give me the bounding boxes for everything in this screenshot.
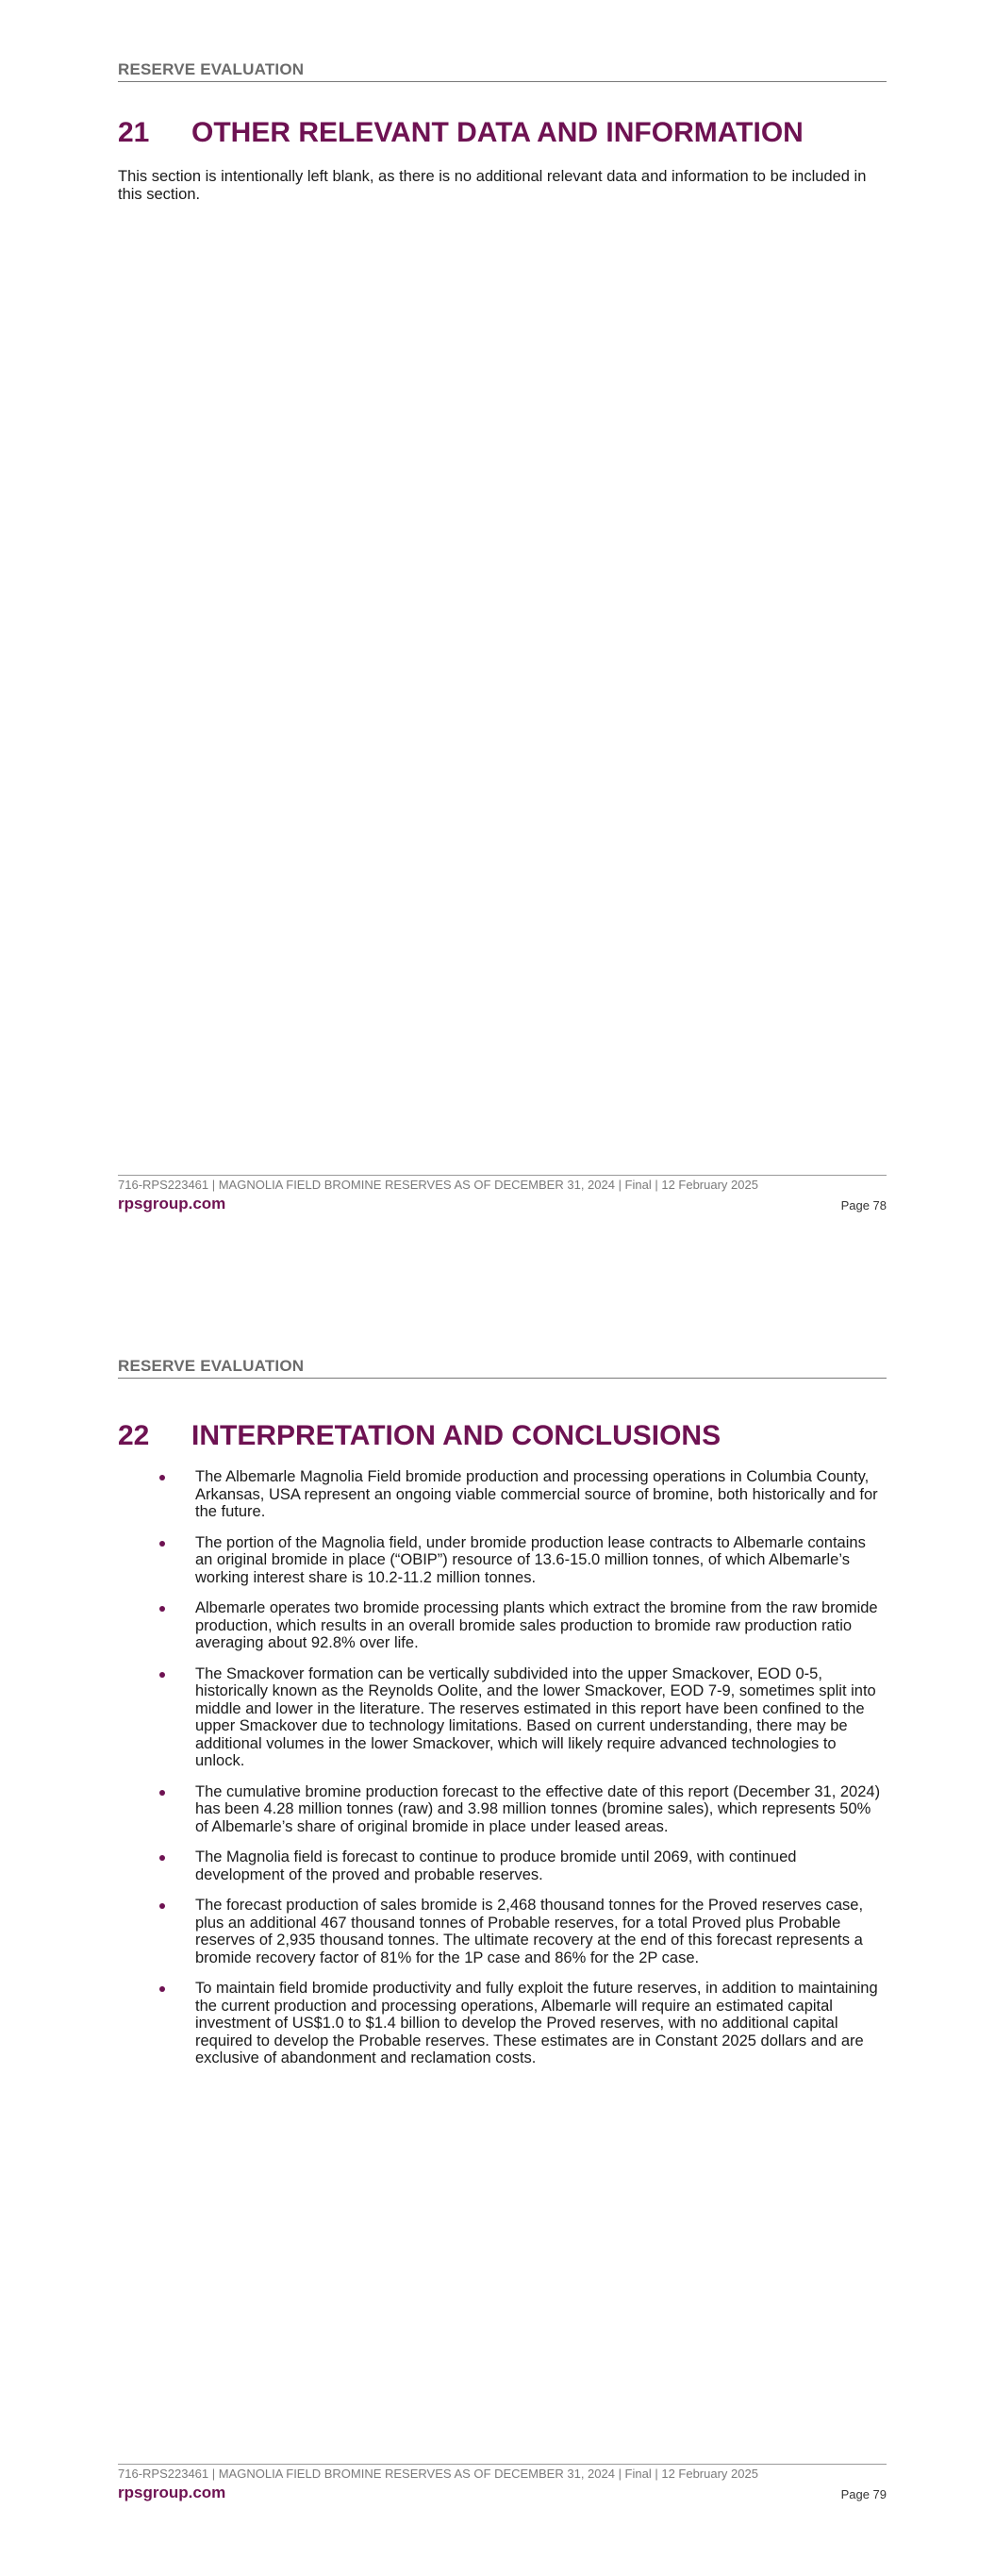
- list-item-text: The cumulative bromine production forecast to the effective date of this report (December 31, 2024) has been 4.28 million tonnes (raw) and 3.98 million tonnes (bromine sales), which represents 50% of Albemarle’s share of original bromide in place under leased areas.: [195, 1782, 881, 1835]
- page-number: Page 79: [840, 2487, 887, 2501]
- list-item: [118, 1897, 887, 1966]
- footer-divider: [118, 2464, 887, 2465]
- footer-site-link[interactable]: rpsgroup.com: [118, 1195, 226, 1213]
- section-heading: [118, 1420, 721, 1452]
- list-item: [118, 1665, 887, 1770]
- bullet-icon: [159, 1855, 165, 1861]
- section-number: 21: [118, 117, 150, 148]
- section-title: OTHER RELEVANT DATA AND INFORMATION: [191, 117, 804, 148]
- running-header: RESERVE EVALUATION: [118, 1357, 887, 1379]
- bullet-icon: [159, 1606, 165, 1612]
- footer-site-link[interactable]: rpsgroup.com: [118, 2484, 226, 2501]
- list-item-text: Albemarle operates two bromide processing plants which extract the bromine from the raw bromide production, which results in an overall bromide sales production to bromide raw production ratio averaging about 92.8% over life.: [195, 1599, 878, 1651]
- page-number: Page 78: [840, 1198, 887, 1213]
- footer-document-reference: 716-RPS223461 | MAGNOLIA FIELD BROMINE RESERVES AS OF DECEMBER 31, 2024 | Final | 12 February 2025: [118, 2467, 758, 2481]
- list-item: [118, 1468, 887, 1521]
- list-item: [118, 1783, 887, 1836]
- section-body-text: This section is intentionally left blank, as there is no additional relevant data and information to be included in this section.: [118, 168, 867, 203]
- section-number: 22: [118, 1420, 150, 1451]
- list-item: [118, 1980, 887, 2067]
- list-item: [118, 1534, 887, 1587]
- footer-document-reference: 716-RPS223461 | MAGNOLIA FIELD BROMINE RESERVES AS OF DECEMBER 31, 2024 | Final | 12 February 2025: [118, 1178, 758, 1192]
- list-item: [118, 1848, 887, 1883]
- footer-divider: [118, 1175, 887, 1176]
- section-title: INTERPRETATION AND CONCLUSIONS: [191, 1420, 721, 1451]
- bullet-icon: [159, 1672, 165, 1678]
- bullet-icon: [159, 1986, 165, 1992]
- list-item-text: The Albemarle Magnolia Field bromide production and processing operations in Columbia County, Arkansas, USA represent an ongoing viable commercial source of bromine, both historically and for the future.: [195, 1468, 878, 1520]
- list-item-text: The portion of the Magnolia field, under bromide production lease contracts to Albemarle contains an original bromide in place (“OBIP”) resource of 13.6-15.0 million tonnes, of which Albemarle’s working interest share is 10.2-11.2 million tonnes.: [195, 1533, 866, 1586]
- conclusions-list: [118, 1468, 887, 2081]
- list-item-text: To maintain field bromide productivity and fully exploit the future reserves, in addition to maintaining the current production and processing operations, Albemarle will require an estimated capital investment of US$1.0 to $1.4 billion to develop the Proved reserves, with no additional capital required to develop the Probable reserves. These estimates are in Constant 2025 dollars and are exclusive of abandonment and reclamation costs.: [195, 1980, 878, 2066]
- bullet-icon: [159, 1475, 165, 1480]
- list-item-text: The Magnolia field is forecast to continue to produce bromide until 2069, with continued development of the proved and probable reserves.: [195, 1848, 797, 1883]
- list-item-text: The Smackover formation can be vertically subdivided into the upper Smackover, EOD 0-5, historically known as the Reynolds Oolite, and the lower Smackover, EOD 7-9, sometimes split into middle and lower in the literature. The reserves estimated in this report have been confined to the upper Smackover due to technology limitations. Based on current understanding, there may be additional volumes in the lower Smackover, which will likely require advanced technologies to unlock.: [195, 1664, 876, 1769]
- list-item: [118, 1599, 887, 1652]
- bullet-icon: [159, 1541, 165, 1547]
- section-heading: [118, 117, 804, 149]
- running-header: RESERVE EVALUATION: [118, 60, 887, 82]
- list-item-text: The forecast production of sales bromide is 2,468 thousand tonnes for the Proved reserves case, plus an additional 467 thousand tonnes of Probable reserves, for a total Proved plus Probable reserves of 2,935 thousand tonnes. The ultimate recovery at the end of this forecast represents a bromide recovery factor of 81% for the 1P case and 86% for the 2P case.: [195, 1897, 864, 1966]
- bullet-icon: [159, 1790, 165, 1796]
- bullet-icon: [159, 1903, 165, 1909]
- page-79: [0, 1288, 995, 2576]
